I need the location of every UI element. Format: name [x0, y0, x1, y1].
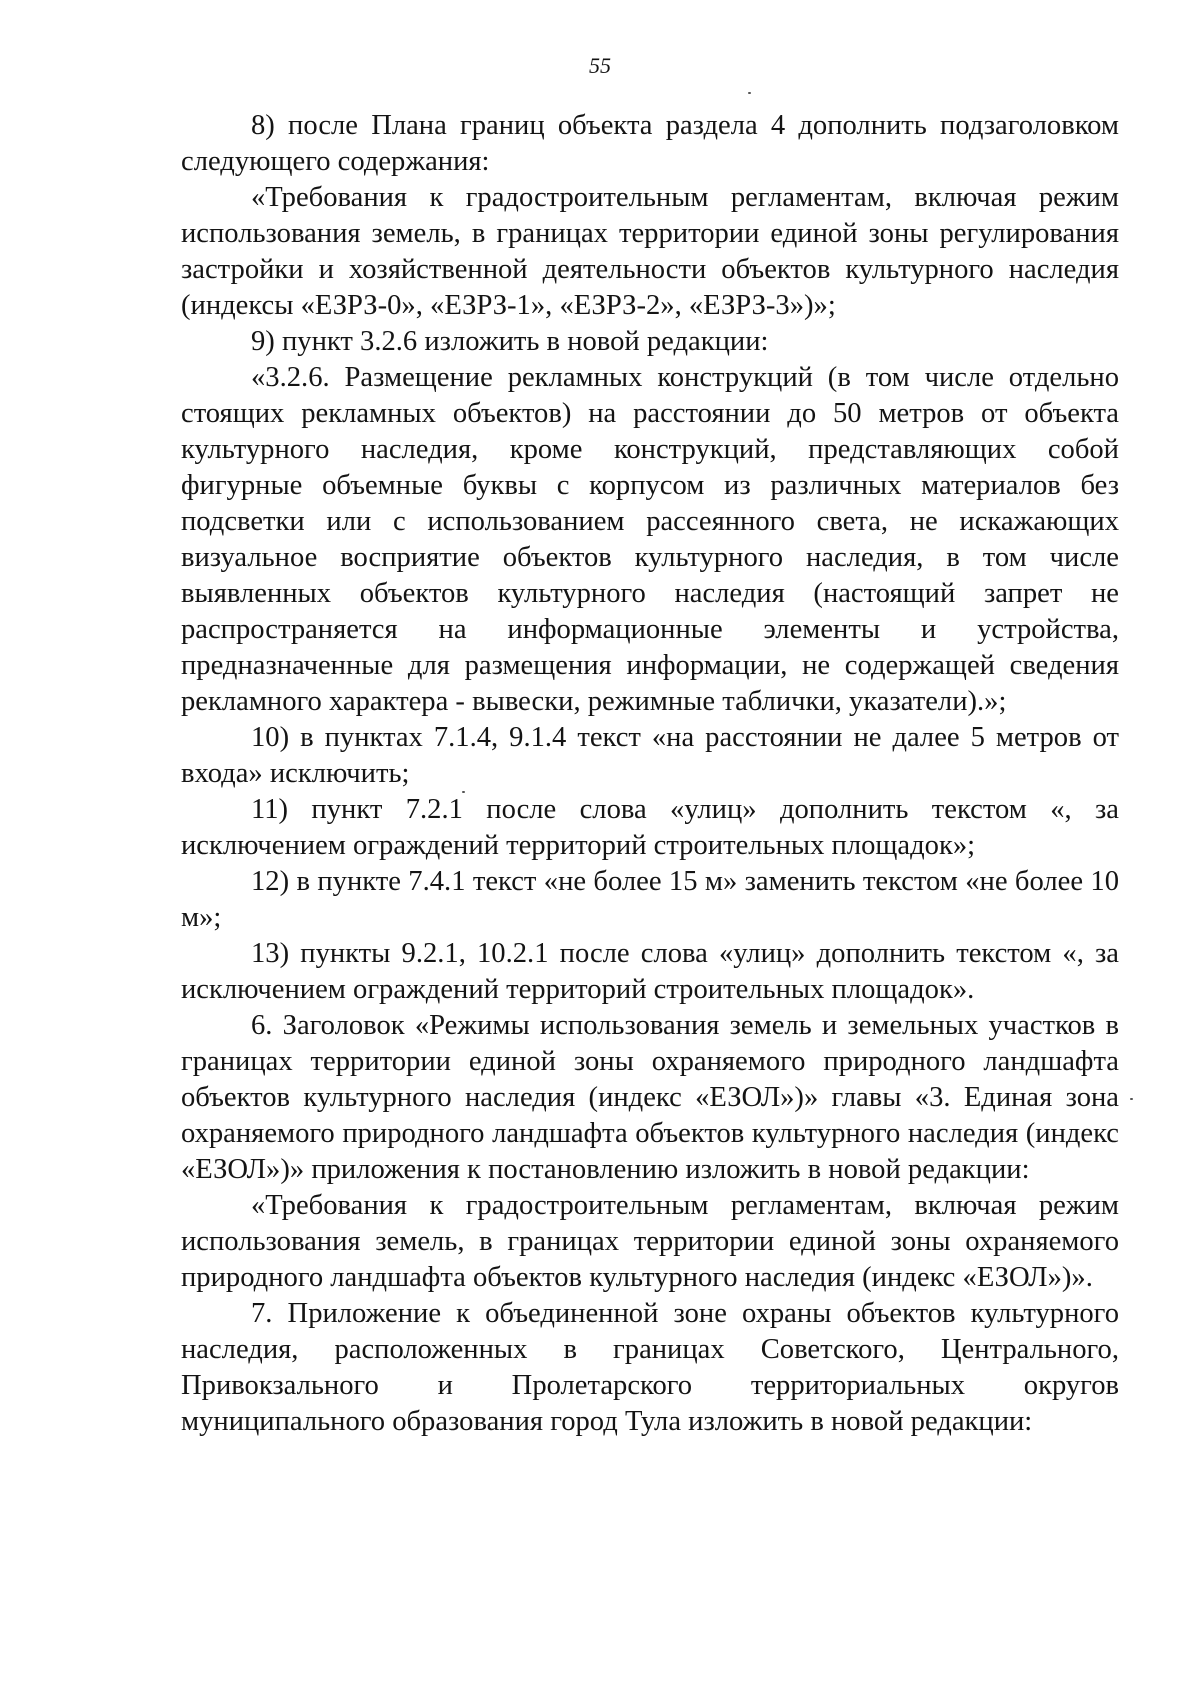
paragraph-item-10: 10) в пунктах 7.1.4, 9.1.4 текст «на расстоянии не далее 5 метров от входа» исключить;	[181, 722, 1119, 789]
paragraph-item-13: 13) пункты 9.2.1, 10.2.1 после слова «улиц» дополнить текстом «, за исключением ограждений территорий строительных площадок».	[181, 938, 1119, 1005]
paragraph-section-6: 6. Заголовок «Режимы использования земель и земельных участков в границах территории единой зоны охраняемого природного ландшафта объектов культурного наследия (индекс «ЕЗОЛ»)» главы «3. Единая зона охраняемого природного ландшафта объектов культурного наследия (индекс «ЕЗОЛ»)» приложения к постановлению изложить в новой редакции:	[181, 1010, 1119, 1185]
document-body	[181, 108, 1119, 1440]
paragraph-item-9: 9) пункт 3.2.6 изложить в новой редакции:	[251, 326, 769, 357]
paragraph-item-11: 11) пункт 7.2.1 после слова «улиц» дополнить текстом «, за исключением ограждений территорий строительных площадок»;	[181, 794, 1119, 861]
paragraph-item-12: 12) в пункте 7.4.1 текст «не более 15 м» заменить текстом «не более 10 м»;	[181, 866, 1119, 933]
paragraph-requirements-ezrz: «Требования к градостроительным регламентам, включая режим использования земель, в границах территории единой зоны регулирования застройки и хозяйственной деятельности объектов культурного наследия (индексы «ЕЗРЗ-0», «ЕЗРЗ-1», «ЕЗРЗ-2», «ЕЗРЗ-3»)»;	[181, 182, 1119, 321]
paragraph-clause-3-2-6: «3.2.6. Размещение рекламных конструкций (в том числе отдельно стоящих рекламных объектов) на расстоянии до 50 метров от объекта культурного наследия, кроме конструкций, представляющих собой фигурные объемные буквы с корпусом из различных материалов без подсветки или с использованием рассеянного света, не искажающих визуальное восприятие объектов культурного наследия, в том числе выявленных объектов культурного наследия (настоящий запрет не распространяется на информационные элементы и устройства, предназначенные для размещения информации, не содержащей сведения рекламного характера - вывески, режимные таблички, указатели).»;	[181, 362, 1119, 717]
paragraph-item-8: 8) после Плана границ объекта раздела 4 дополнить подзаголовком следующего содержания:	[181, 110, 1119, 177]
scan-speck	[748, 92, 751, 94]
paragraph-section-7: 7. Приложение к объединенной зоне охраны объектов культурного наследия, расположенных в границах Советского, Центрального, Привокзального и Пролетарского территориальных округов муниципального образования город Тула изложить в новой редакции:	[181, 1298, 1119, 1437]
page-number: 55	[589, 53, 611, 78]
scan-speck	[1130, 1098, 1133, 1100]
paragraph-requirements-ezol: «Требования к градостроительным регламентам, включая режим использования земель, в границах территории единой зоны охраняемого природного ландшафта объектов культурного наследия (индекс «ЕЗОЛ»)».	[181, 1190, 1119, 1293]
